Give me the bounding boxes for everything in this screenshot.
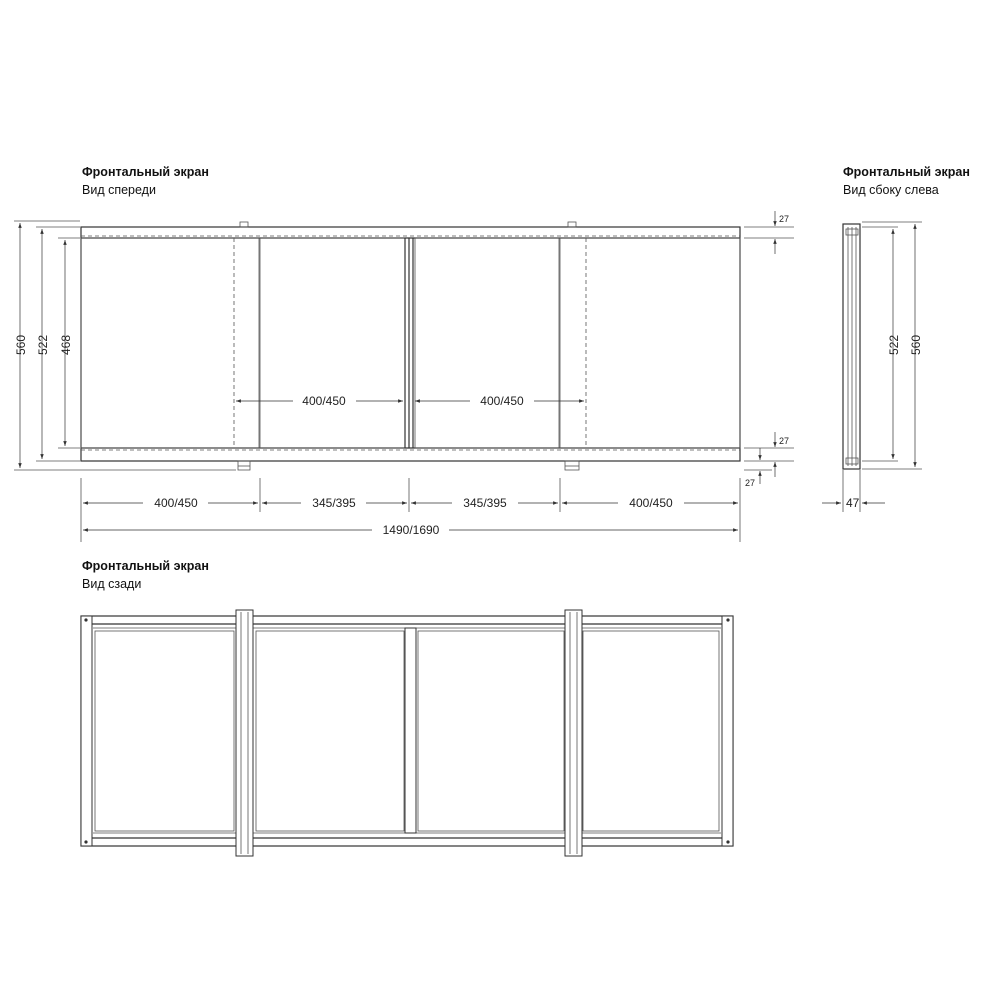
dim-w-center-right-label: 345/395 [463,496,507,510]
dim-top-rail-label: 27 [779,214,790,224]
rear-view-title: Фронтальный экран [82,559,209,573]
dim-side-heights [862,222,923,469]
dim-widths [81,478,740,542]
front-view [14,165,794,542]
dim-522-label: 522 [36,334,50,356]
dim-foot-label: 27 [745,478,756,488]
side-dim-47-label: 47 [846,496,860,510]
side-view-title: Фронтальный экран [843,165,970,179]
dim-side-depth [822,470,885,512]
dim-w-total-label: 1490/1690 [382,523,440,537]
dim-height-panel [36,227,80,461]
side-dim-560-label: 560 [909,334,923,356]
dim-height-inner [58,238,80,448]
side-profile [843,224,860,469]
dim-w-right-label: 400/450 [629,496,673,510]
dim-sliding-right-label: 400/450 [480,394,524,408]
dim-bottom-rail-label: 27 [779,436,790,446]
dim-w-center-left-label: 345/395 [312,496,356,510]
dim-top-rail [744,211,794,254]
rear-view [81,559,733,856]
dim-foot [744,448,772,488]
front-panel [81,222,740,470]
dim-sliding-left-label: 400/450 [302,394,346,408]
dim-468-label: 468 [59,334,73,356]
front-view-subtitle: Вид спереди [82,183,156,197]
side-view-subtitle: Вид сбоку слева [843,183,939,197]
dim-560-label: 560 [14,334,28,356]
side-dim-522-label: 522 [887,334,901,356]
front-view-title: Фронтальный экран [82,165,209,179]
dim-w-left-label: 400/450 [154,496,198,510]
rear-frame [81,610,733,856]
rear-view-subtitle: Вид сзади [82,577,142,591]
dim-sliding-left [236,394,403,408]
side-view [822,165,970,512]
